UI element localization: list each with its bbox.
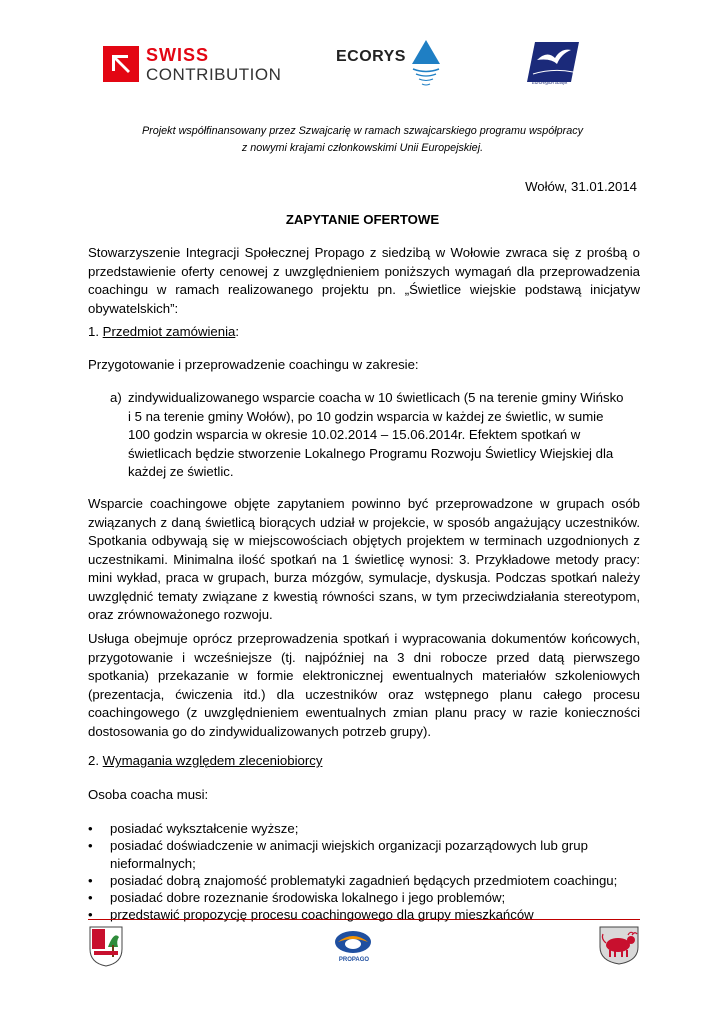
requirement-item: posiadać dobre rozeznanie środowiska lokalnego i jego problemów; <box>110 890 506 905</box>
service-scope-paragraph: Usługa obejmuje oprócz przeprowadzenia spotkań i wypracowania dokumentów końcowych, przygotowanie i wcześniejsze (tj. najpóźniej na 3 dni robocze przed datą pierwszego spotkania) przekazanie w formie elektronicznej ewentualnych materiałów szkoleniowych (prezentacja, ćwiczenia itd.) dla uczestników oraz wstępnego planu całego procesu coachingowego (z uwzględnieniem ewentualnych zmian planu pracy w razie konieczności dostosowania go do zindywidualizowanych potrzeb grupy). <box>88 631 640 739</box>
swiss-contribution-logo-mark <box>103 46 139 82</box>
propago-logo-icon <box>330 928 376 960</box>
section-2-number: 2. <box>88 753 103 768</box>
bullet-marker: • <box>88 821 93 836</box>
requirement-item: posiadać wykształcenie wyższe; <box>110 821 299 836</box>
ecorys-logo-text: ECORYS <box>336 48 406 65</box>
section-1-title: Przedmiot zamówienia <box>102 324 236 339</box>
coach-requirements-intro: Osoba coacha musi: <box>88 787 209 802</box>
propago-logo-text: PROPAGO <box>338 957 370 963</box>
intro-paragraph: Stowarzyszenie Integracji Społecznej Propago z siedzibą w Wołowie zwraca się z prośbą o przedstawienie oferty cenowej z uwzględnieniem poniższych wymagań dla przeprowadzenia coachingu w ramach realizowanego projektu pn. „Świetlice wiejskie podstawą inicjatyw obywatelskich”: <box>88 245 640 316</box>
section-1-suffix: : <box>235 324 240 339</box>
bullet-marker: • <box>88 890 93 905</box>
euroregion-caption: Euroregion Baltyk <box>532 80 568 85</box>
contribution-logo-text: CONTRIBUTION <box>146 65 282 84</box>
winsko-coat-of-arms-icon <box>598 925 640 965</box>
section-1-number: 1. <box>88 324 103 339</box>
ecorys-logo-icon <box>410 38 442 88</box>
bullet-marker: • <box>88 907 93 922</box>
requirement-item: posiadać dobrą znajomość problematyki zagadnień będących przedmiotem coachingu; <box>110 873 618 888</box>
section-2-heading <box>88 752 322 771</box>
wolow-coat-of-arms-icon <box>88 925 124 967</box>
cofinancing-note-line-2: z nowymi krajami członkowskimi Unii Europejskiej. <box>241 142 484 154</box>
coaching-support-paragraph: Wsparcie coachingowe objęte zapytaniem powinno być przeprowadzone w grupach osób związanych z daną świetlicą biorących udział w projekcie, w sposób angażujący uczestników. Spotkania odbywają się w miejscowościach objętych projektem w terminach uzgodnionych z uczestnikami. Minimalna ilość spotkań na 1 świetlicę wynosi: 3. Przykładowe metody pracy: mini wykład, praca w grupach, burza mózgów, symulacje, dyskusja. Podczas spotkań należy uwzględnić tematy związane z kwestią równości szans, w tym przeciwdziałania stereotypom, oraz zrównoważonego rozwoju. <box>88 496 640 622</box>
footer-divider <box>88 919 640 920</box>
swiss-arrow-icon <box>103 46 139 82</box>
section-2-title: Wymagania względem zleceniobiorcy <box>102 753 323 768</box>
bullet-marker: • <box>88 873 93 888</box>
document-title: ZAPYTANIE OFERTOWE <box>285 212 440 227</box>
list-item-a-text: zindywidualizowanego wsparcie coacha w 10 świetlicach (5 na terenie gminy Wińsko i 5 na terenie gminy Wołów), po 10 godzin wsparcia w każdej ze świetlic, w sumie 100 godzin wsparcia w okresie 10.02.2014 – 15.06.2014r. Efektem spotkań w świetlicach będzie stworzenie Lokalnego Programu Rozwoju Świetlicy Wiejskiej dla każdej ze świetlic. <box>128 390 624 479</box>
requirement-item: posiadać doświadczenie w animacji wiejskich organizacji pozarządowych lub grup nieformalnych; <box>110 838 588 871</box>
swiss-logo-text: SWISS <box>146 45 210 65</box>
cofinancing-note-line-1: Projekt współfinansowany przez Szwajcarię w ramach szwajcarskiego programu współpracy <box>141 125 584 137</box>
list-item-a-label: a) <box>110 390 122 405</box>
requirement-item: przedstawić propozycję procesu coachingowego dla grupy mieszkańców <box>110 907 534 922</box>
euroregion-baltyk-logo <box>525 40 581 84</box>
section-1-heading <box>88 323 239 342</box>
scope-intro: Przygotowanie i przeprowadzenie coachingu w zakresie: <box>88 357 419 372</box>
date-line: Wołów, 31.01.2014 <box>525 179 637 194</box>
bullet-marker: • <box>88 838 93 853</box>
